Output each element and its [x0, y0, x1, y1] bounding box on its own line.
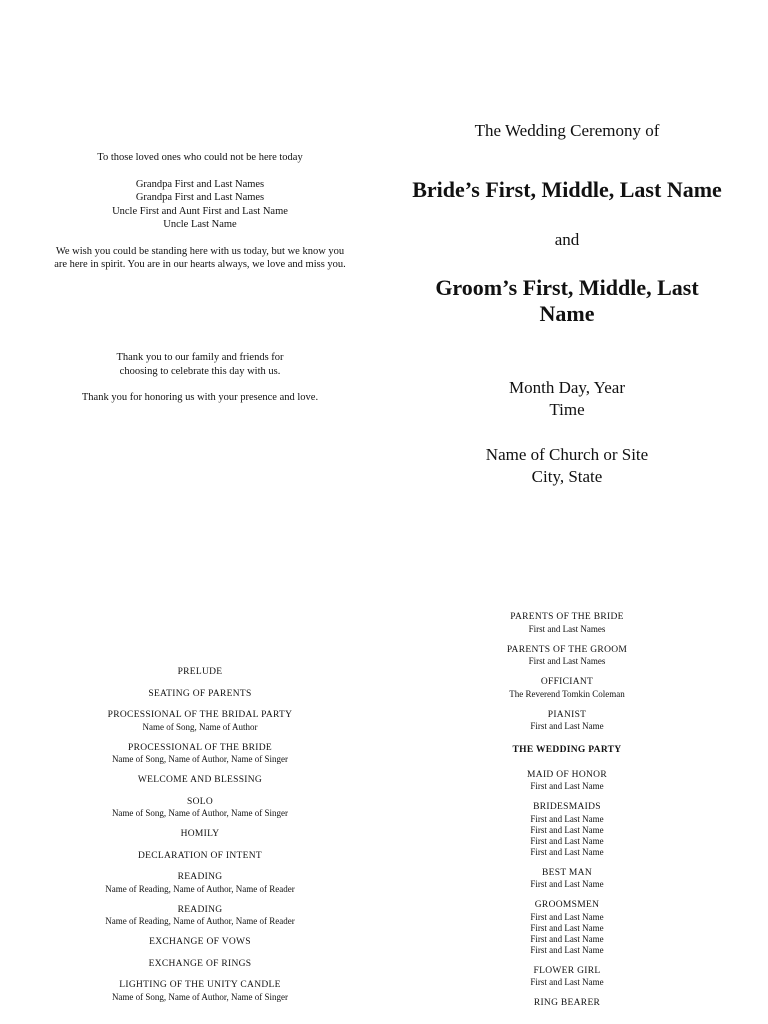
- role-name: First and Last Name: [530, 846, 604, 857]
- role-name: First and Last Name: [530, 977, 604, 987]
- program-item: [20, 905, 380, 928]
- program-item-detail: Name of Song, Name of Author, Name of Singer: [111, 754, 289, 764]
- program-item: [20, 689, 380, 701]
- program-item-detail: Name of Reading, Name of Author, Name of Reader: [105, 916, 295, 926]
- program-item-detail: Name of Song, Name of Author, Name of Singer: [111, 808, 289, 818]
- role-title: GROOMSMEN: [534, 900, 600, 910]
- program-item: [20, 851, 380, 863]
- role-name: First and Last Names: [528, 623, 606, 634]
- role-block: [384, 868, 750, 891]
- program-item: [20, 797, 380, 820]
- program-item: [20, 775, 380, 787]
- role-name: First and Last Name: [530, 781, 604, 791]
- thanks-section: [20, 351, 380, 405]
- role-name: First and Last Name: [530, 813, 604, 824]
- program-item: [20, 937, 380, 949]
- program-item-title: PROCESSIONAL OF THE BRIDAL PARTY: [107, 710, 293, 720]
- role-block: [384, 677, 750, 700]
- program-item: [20, 667, 380, 679]
- role-name: First and Last Name: [530, 824, 604, 835]
- memorial-name: Grandpa First and Last Names: [135, 192, 265, 203]
- program-item-title: SEATING OF PARENTS: [148, 688, 252, 699]
- program-item-detail: Name of Song, Name of Author: [142, 721, 258, 732]
- role-block: [384, 802, 750, 858]
- program-item-title: PROCESSIONAL OF THE BRIDE: [128, 742, 272, 753]
- cover-title: The Wedding Ceremony of: [474, 121, 660, 140]
- thanks-line: Thank you for honoring us with your presence and love.: [81, 392, 319, 403]
- venue-name: Name of Church or Site: [485, 445, 649, 464]
- role-title: MAID OF HONOR: [527, 769, 607, 780]
- groom-name: [384, 275, 750, 327]
- role-name: First and Last Name: [530, 933, 604, 944]
- program-item-title: HOMILY: [180, 829, 220, 839]
- groom-name-line: Name: [539, 301, 595, 326]
- role-block: [384, 710, 750, 733]
- memorial-message: We wish you could be standing here with us today, but we know you: [55, 245, 345, 257]
- role-name: First and Last Names: [528, 656, 606, 666]
- program-item-detail: Name of Song, Name of Author, Name of Singer: [111, 991, 289, 1002]
- program-item-title: EXCHANGE OF RINGS: [148, 958, 252, 969]
- thanks-line: Thank you to our family and friends for: [116, 352, 284, 363]
- wedding-party-heading: THE WEDDING PARTY: [512, 745, 622, 755]
- program-item: [20, 980, 380, 1003]
- memorial-section: [20, 151, 380, 272]
- program-item-title: LIGHTING OF THE UNITY CANDLE: [119, 980, 281, 990]
- role-name: First and Last Name: [530, 922, 604, 933]
- ceremony-time: Time: [549, 400, 585, 419]
- thanks-line: choosing to celebrate this day with us.: [119, 365, 281, 377]
- role-title: BRIDESMAIDS: [533, 802, 601, 812]
- role-name: The Reverend Tomkin Coleman: [509, 688, 625, 699]
- program-item-title: WELCOME AND BLESSING: [137, 775, 263, 785]
- role-block: [384, 998, 750, 1010]
- memorial-name: Grandpa First and Last Names: [135, 178, 265, 190]
- role-block: [384, 770, 750, 793]
- participants-list: [384, 612, 750, 1020]
- memorial-name: Uncle Last Name: [163, 219, 237, 230]
- venue-city: City, State: [531, 467, 603, 486]
- role-title: OFFICIANT: [540, 677, 594, 687]
- program-item-title: EXCHANGE OF VOWS: [149, 937, 251, 947]
- bride-name: Bride’s First, Middle, Last Name: [412, 177, 722, 202]
- role-block: [384, 966, 750, 989]
- role-title: PARENTS OF THE BRIDE: [510, 612, 624, 622]
- role-block: [384, 612, 750, 635]
- role-name: First and Last Name: [530, 944, 604, 955]
- role-name: First and Last Name: [530, 835, 604, 846]
- role-title: PARENTS OF THE GROOM: [506, 644, 628, 655]
- memorial-name: Uncle First and Aunt First and Last Name: [112, 205, 288, 217]
- role-name: First and Last Name: [530, 879, 604, 889]
- role-title: FLOWER GIRL: [533, 965, 601, 976]
- program-item: [20, 959, 380, 971]
- program-item: [20, 872, 380, 895]
- program-item: [20, 829, 380, 841]
- role-block: [384, 900, 750, 956]
- role-block: [384, 645, 750, 668]
- date-time: [384, 377, 750, 421]
- memorial-message: are here in spirit. You are in our hearts always, we love and miss you.: [54, 259, 346, 270]
- program-item-title: READING: [177, 904, 223, 915]
- ceremony-date: Month Day, Year: [508, 378, 625, 397]
- program-item-detail: Name of Reading, Name of Author, Name of Reader: [105, 883, 295, 894]
- role-name: First and Last Name: [530, 721, 604, 731]
- memorial-heading: To those loved ones who could not be here today: [97, 152, 303, 163]
- program-item-title: READING: [177, 872, 223, 882]
- program-item: [20, 710, 380, 733]
- role-name: First and Last Name: [530, 911, 604, 922]
- program-item-title: PRELUDE: [177, 667, 223, 677]
- role-title: BEST MAN: [542, 867, 592, 878]
- program-item: [20, 743, 380, 766]
- and-text: and: [554, 230, 580, 249]
- program-order: [20, 667, 380, 1013]
- role-title: RING BEARER: [533, 998, 601, 1008]
- venue: [384, 444, 750, 488]
- role-title: PIANIST: [547, 709, 587, 720]
- program-item-title: SOLO: [186, 796, 213, 807]
- groom-name-line: Groom’s First, Middle, Last: [435, 275, 699, 300]
- program-item-title: DECLARATION OF INTENT: [138, 850, 262, 861]
